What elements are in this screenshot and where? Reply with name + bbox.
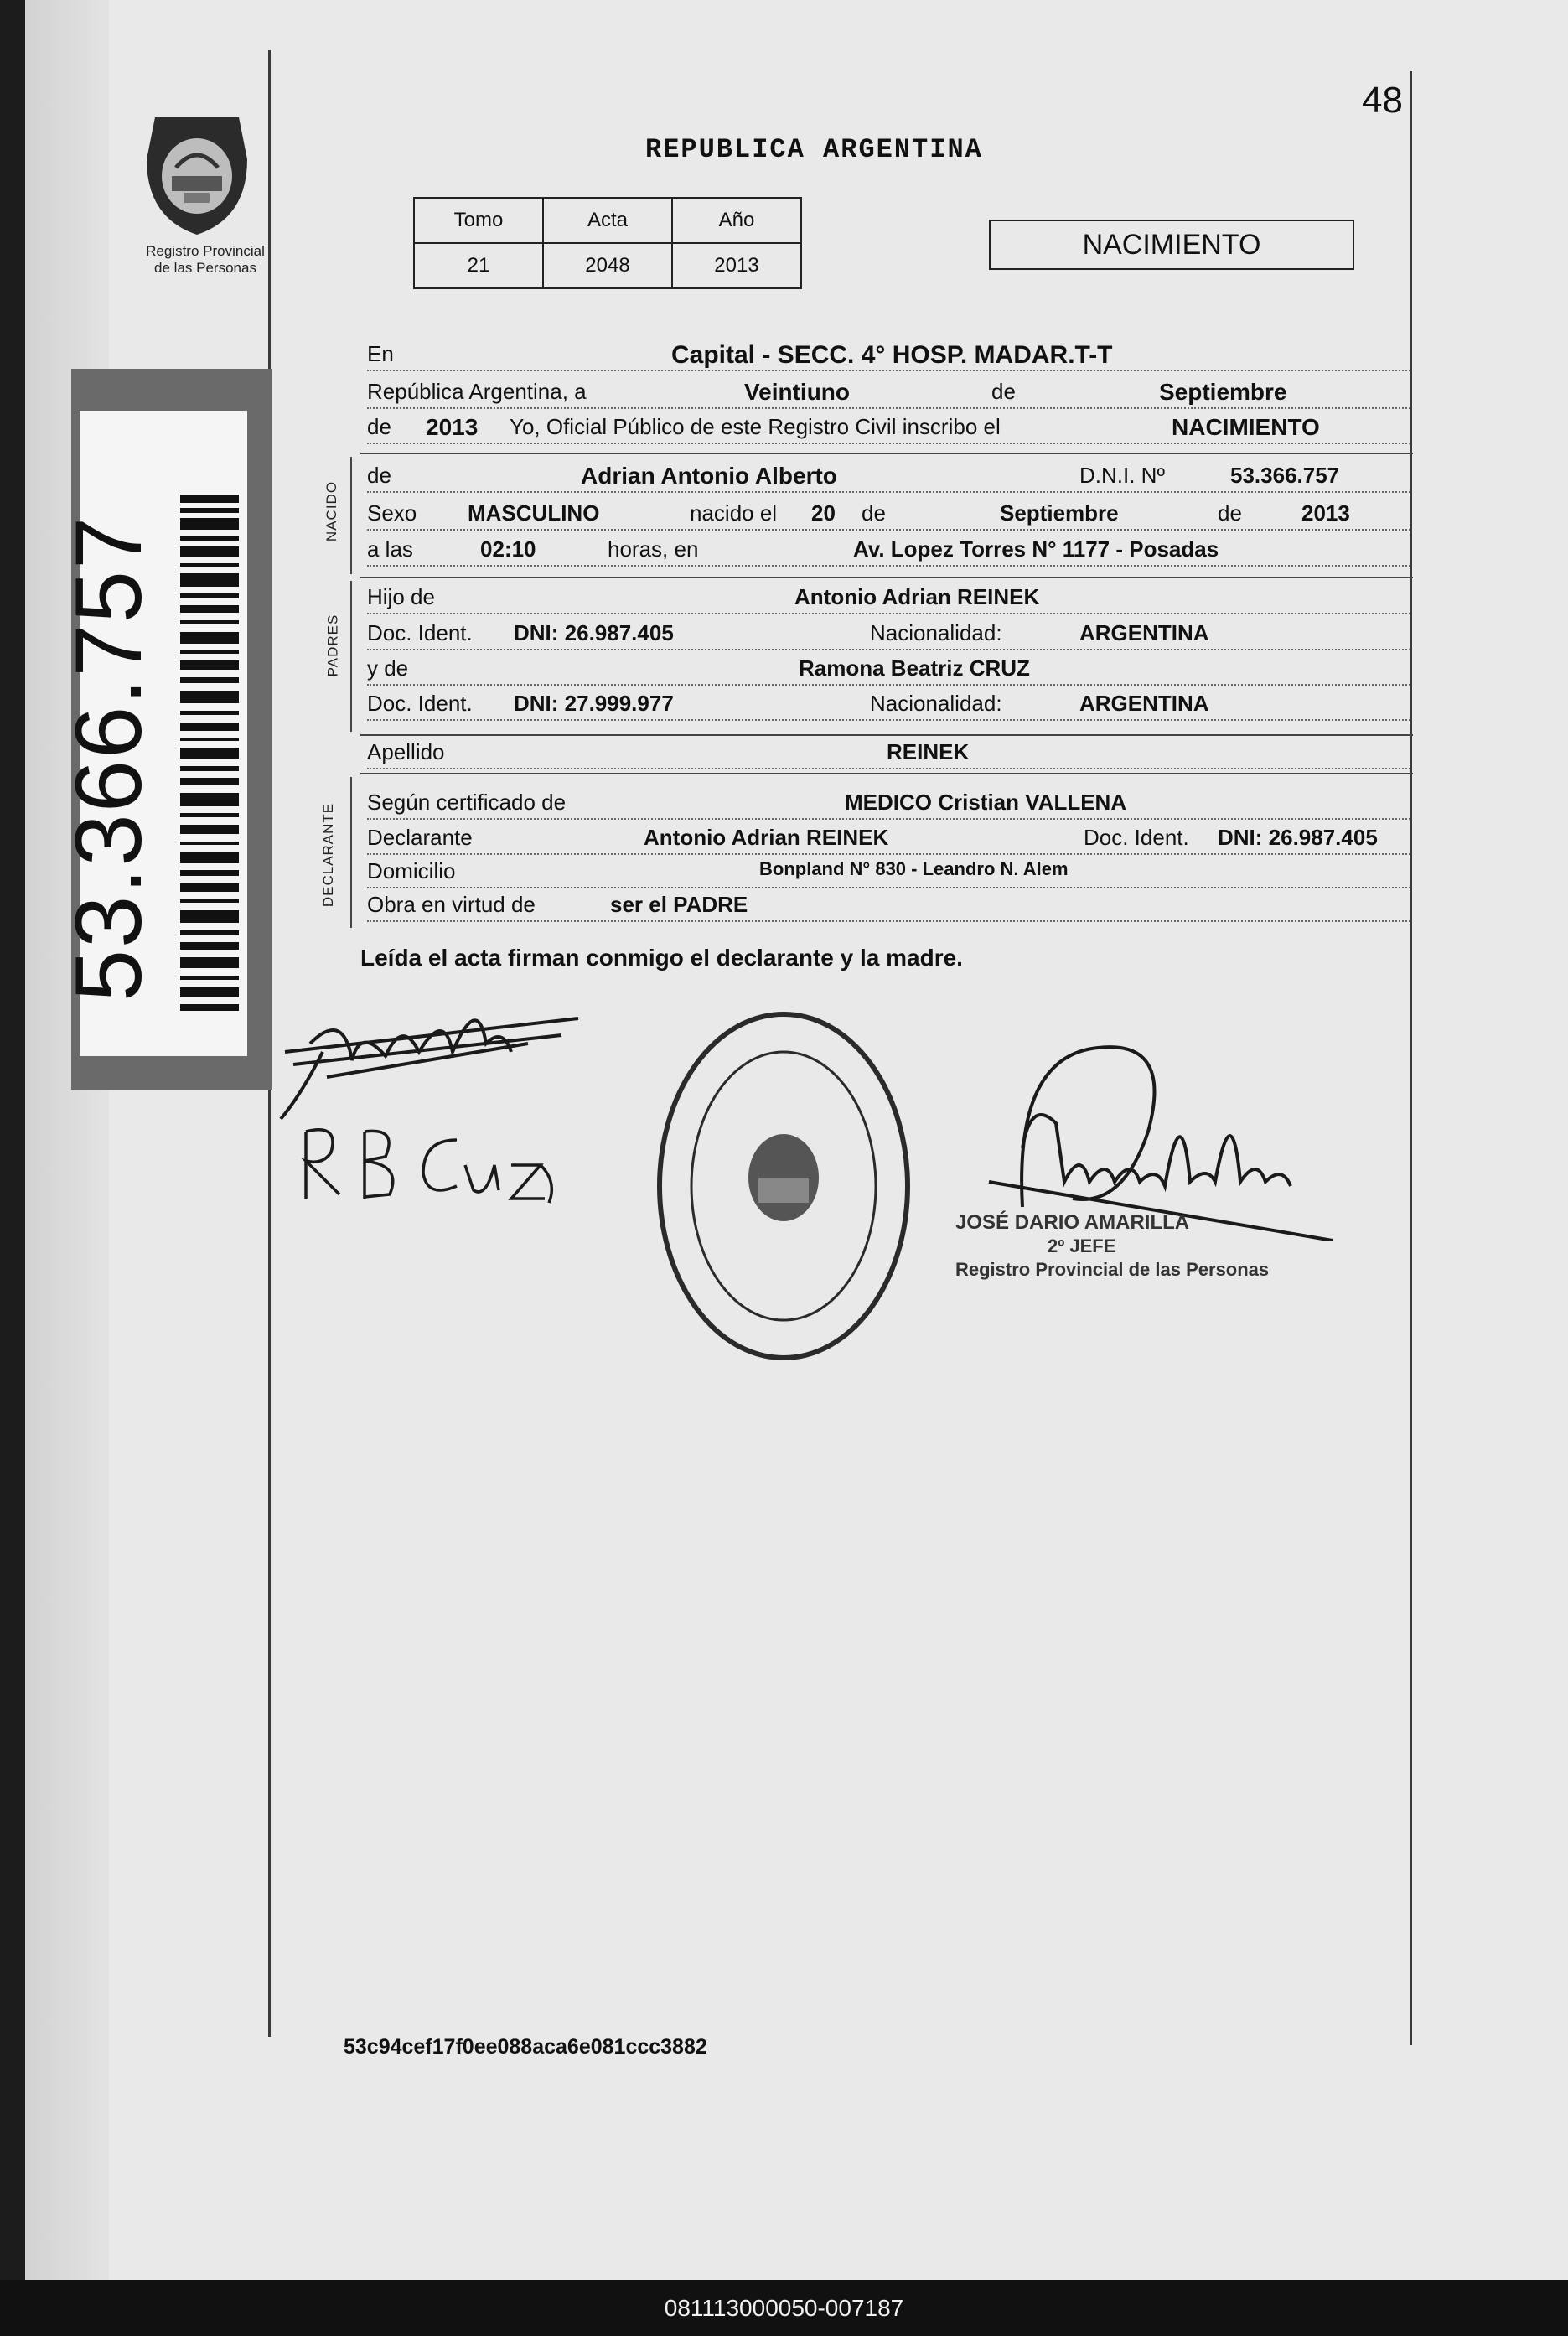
record-header-ano: Año bbox=[672, 198, 801, 243]
line-declarante: Declarante Antonio Adrian REINEK Doc. Ident. DNI: 26.987.405 bbox=[367, 823, 1410, 855]
line-apellido: Apellido REINEK bbox=[367, 738, 1410, 769]
line-nacido-name: de Adrian Antonio Alberto D.N.I. Nº 53.366.757 bbox=[367, 461, 1410, 493]
line-yo: de 2013 Yo, Oficial Público de este Registro Civil inscribo el NACIMIENTO bbox=[367, 412, 1410, 444]
birth-day-value: 20 bbox=[811, 500, 836, 526]
en-value: Capital - SECC. 4° HOSP. MADAR.T-T bbox=[671, 341, 1113, 369]
footer-id: 081113000050-007187 bbox=[0, 2280, 1568, 2336]
binding-edge bbox=[25, 0, 109, 2280]
declarante-value: Antonio Adrian REINEK bbox=[644, 825, 889, 850]
line-domicilio: Domicilio Bonpland N° 830 - Leandro N. Alem bbox=[367, 857, 1410, 888]
padres-side-label: PADRES bbox=[324, 614, 341, 677]
line-republica: República Argentina, a Veintiuno de Septiembre bbox=[367, 377, 1410, 409]
official-signature bbox=[939, 1039, 1341, 1241]
record-type-box: NACIMIENTO bbox=[989, 220, 1354, 270]
official-block bbox=[955, 1211, 1269, 1282]
nacido-side-bar bbox=[350, 457, 352, 574]
line-hora: a las 02:10 horas, en Av. Lopez Torres N° 1177 - Posadas bbox=[367, 535, 1410, 567]
line-obra: Obra en virtud de ser el PADRE bbox=[367, 890, 1410, 922]
line-sexo: Sexo MASCULINO nacido el 20 de Septiembre de 2013 bbox=[367, 499, 1410, 531]
registry-logo bbox=[138, 109, 272, 277]
segun-value: MEDICO Cristian VALLENA bbox=[845, 790, 1127, 815]
barcode-label bbox=[56, 411, 247, 1056]
nacido-side-label: NACIDO bbox=[323, 480, 340, 542]
official-title: 2º JEFE bbox=[1048, 1235, 1116, 1256]
official-stamp bbox=[654, 1006, 913, 1366]
record-value-acta: 2048 bbox=[543, 243, 672, 288]
inscribe-value: NACIMIENTO bbox=[1172, 414, 1320, 440]
place-value: Av. Lopez Torres N° 1177 - Posadas bbox=[853, 536, 1219, 562]
line-y-de: y de Ramona Beatriz CRUZ bbox=[367, 654, 1410, 686]
sexo-value: MASCULINO bbox=[468, 500, 600, 526]
year-value: 2013 bbox=[426, 414, 479, 440]
section-divider bbox=[360, 577, 1413, 578]
document-hash: 53c94cef17f0ee088aca6e081ccc3882 bbox=[344, 2035, 707, 2059]
record-header-row bbox=[414, 198, 801, 243]
document-page bbox=[25, 0, 1568, 2280]
father-name-value: Antonio Adrian REINEK bbox=[794, 584, 1040, 609]
birth-month-value: Septiembre bbox=[1000, 500, 1119, 526]
page-number: 48 bbox=[1362, 80, 1403, 121]
line-mother-doc: Doc. Ident. DNI: 27.999.977 Nacionalidad: ARGENTINA bbox=[367, 689, 1410, 721]
declarante-side-label: DECLARANTE bbox=[320, 802, 337, 908]
official-office: Registro Provincial de las Personas bbox=[955, 1259, 1270, 1280]
seal-icon bbox=[138, 109, 256, 243]
apellido-value: REINEK bbox=[887, 739, 970, 764]
mother-nationality-value: ARGENTINA bbox=[1079, 691, 1209, 716]
section-divider bbox=[360, 734, 1413, 736]
child-name-value: Adrian Antonio Alberto bbox=[581, 463, 837, 489]
mother-doc-value: DNI: 27.999.977 bbox=[514, 691, 674, 716]
record-header-acta: Acta bbox=[543, 198, 672, 243]
closing-statement: Leída el acta firman conmigo el declarante y la madre. bbox=[360, 945, 963, 971]
record-value-tomo: 21 bbox=[414, 243, 543, 288]
page-title: REPUBLICA ARGENTINA bbox=[645, 134, 983, 165]
section-divider bbox=[360, 773, 1413, 774]
record-header-tomo: Tomo bbox=[414, 198, 543, 243]
mother-signature bbox=[298, 1106, 599, 1215]
day-value: Veintiuno bbox=[744, 379, 850, 405]
domicilio-value: Bonpland N° 830 - Leandro N. Alem bbox=[759, 858, 1069, 879]
barcode-number: 53.366.757 bbox=[56, 515, 161, 1002]
time-value: 02:10 bbox=[480, 536, 536, 562]
section-divider bbox=[360, 453, 1413, 454]
father-nationality-value: ARGENTINA bbox=[1079, 620, 1209, 645]
record-value-row bbox=[414, 243, 801, 288]
record-value-ano: 2013 bbox=[672, 243, 801, 288]
registry-logo-text: Registro Provincial de las Personas bbox=[146, 243, 265, 276]
birth-year-value: 2013 bbox=[1301, 500, 1350, 526]
barcode-strip bbox=[56, 369, 272, 1090]
official-name: JOSÉ DARIO AMARILLA bbox=[955, 1211, 1190, 1234]
line-segun: Según certificado de MEDICO Cristian VALLENA bbox=[367, 788, 1410, 820]
declarante-side-bar bbox=[350, 777, 352, 928]
mother-name-value: Ramona Beatriz CRUZ bbox=[799, 655, 1030, 681]
father-doc-value: DNI: 26.987.405 bbox=[514, 620, 674, 645]
declarante-doc-value: DNI: 26.987.405 bbox=[1218, 825, 1378, 850]
line-father-doc: Doc. Ident. DNI: 26.987.405 Nacionalidad: ARGENTINA bbox=[367, 619, 1410, 650]
barcode-bars bbox=[180, 495, 239, 1014]
line-en: En Capital - SECC. 4° HOSP. MADAR.T-T bbox=[367, 339, 1410, 371]
obra-value: ser el PADRE bbox=[610, 892, 748, 917]
line-hijo-de: Hijo de Antonio Adrian REINEK bbox=[367, 583, 1410, 614]
child-dni-value: 53.366.757 bbox=[1230, 463, 1340, 488]
padres-side-bar bbox=[350, 581, 352, 732]
record-table bbox=[413, 197, 802, 289]
month-value: Septiembre bbox=[1159, 379, 1287, 405]
